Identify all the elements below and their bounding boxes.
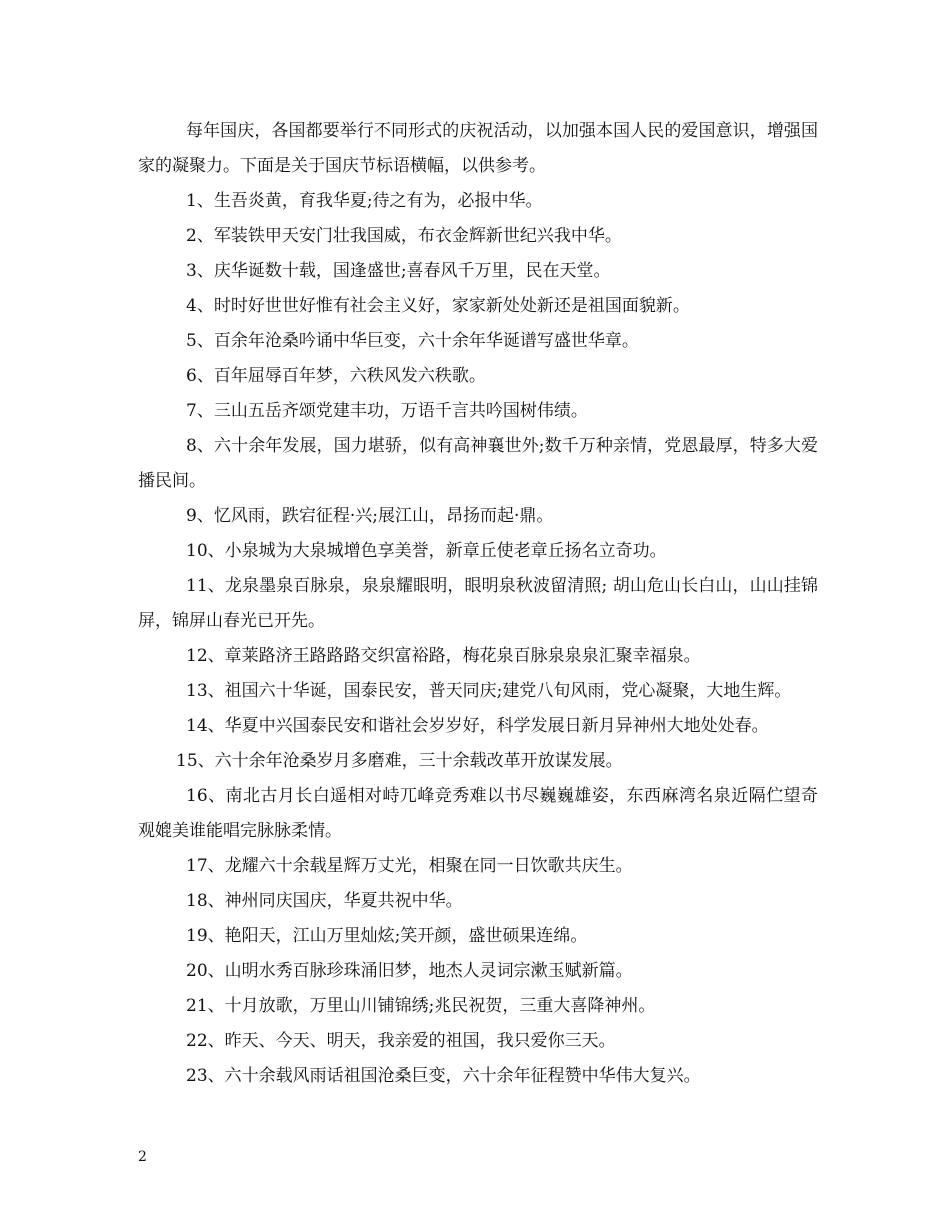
document-body [138, 114, 818, 1094]
slogan-item: 23、六十余载风雨话祖国沧桑巨变，六十余年征程赞中华伟大复兴。 [186, 1066, 701, 1086]
slogan-item: 4、时时好世世好惟有社会主义好，家家新处处新还是祖国面貌新。 [186, 296, 690, 316]
intro-paragraph: 每年国庆，各国都要举行不同形式的庆祝活动，以加强本国人民的爱国意识，增强国家的凝聚力。下面是关于国庆节标语横幅，以供参考。 [138, 121, 818, 176]
slogan-item: 11、龙泉墨泉百脉泉，泉泉耀眼明，眼明泉秋波留清照; 胡山危山长白山，山山挂锦屏，锦屏山春光已开先。 [138, 576, 818, 631]
slogan-item: 17、龙耀六十余载星辉万丈光，相聚在同一日饮歌共庆生。 [186, 856, 633, 876]
slogan-item: 12、章莱路济王路路路交织富裕路，梅花泉百脉泉泉泉汇聚幸福泉。 [186, 646, 701, 666]
page-number: 2 [138, 1149, 147, 1165]
slogan-item: 21、十月放歌，万里山川铺锦绣;兆民祝贺，三重大喜降神州。 [186, 996, 656, 1016]
slogan-item: 7、三山五岳齐颂党建丰功，万语千言共吟国树伟绩。 [186, 401, 588, 421]
slogan-item: 22、昨天、今天、明天，我亲爱的祖国，我只爱你三天。 [186, 1031, 616, 1051]
slogan-item: 14、华夏中兴国泰民安和谐社会岁岁好，科学发展日新月异神州大地处处春。 [186, 716, 769, 736]
slogan-item: 6、百年屈辱百年梦，六秩风发六秩歌。 [186, 366, 486, 386]
slogan-item: 9、忆风雨，跌宕征程·兴;展江山，昂扬而起·鼎。 [186, 506, 554, 526]
slogan-item: 18、神州同庆国庆，华夏共祝中华。 [186, 891, 463, 911]
slogan-item: 3、庆华诞数十载，国逢盛世;喜春风千万里，民在天堂。 [186, 261, 611, 281]
slogan-item: 2、军装铁甲天安门壮我国威，布衣金辉新世纪兴我中华。 [186, 226, 622, 246]
slogan-item: 16、南北古月长白遥相对峙兀峰竞秀难以书尽巍巍雄姿，东西麻湾名泉近隔伫望奇观媲美谁能唱完脉脉柔情。 [138, 786, 818, 841]
slogan-item: 13、祖国六十华诞，国泰民安，普天同庆;建党八旬风雨，党心凝聚，大地生辉。 [186, 681, 792, 701]
slogan-item: 8、六十余年发展，国力堪骄，似有高神襄世外;数千万种亲情，党恩最厚，特多大爱播民间。 [138, 436, 818, 491]
slogan-item: 10、小泉城为大泉城增色享美誉，新章丘使老章丘扬名立奇功。 [186, 541, 667, 561]
slogan-item: 5、百余年沧桑吟诵中华巨变，六十余年华诞谱写盛世华章。 [186, 331, 639, 351]
slogan-item: 19、艳阳天，江山万里灿炫;笑开颜，盛世硕果连绵。 [186, 926, 588, 946]
slogan-item: 15、六十余年沧桑岁月多磨难，三十余载改革开放谋发展。 [176, 751, 623, 771]
slogan-item: 20、山明水秀百脉珍珠涌旧梦，地杰人灵词宗漱玉赋新篇。 [186, 961, 633, 981]
slogan-item: 1、生吾炎黄，育我华夏;待之有为，必报中华。 [186, 191, 543, 211]
